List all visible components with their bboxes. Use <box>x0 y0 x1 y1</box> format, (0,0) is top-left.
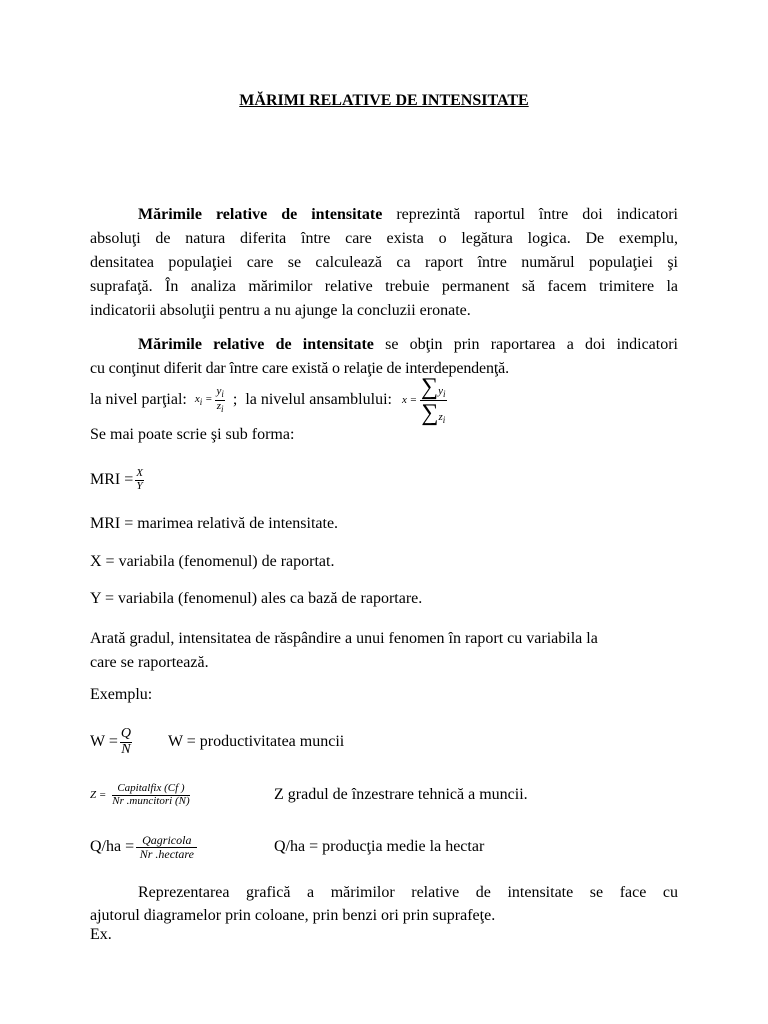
definition-mri: MRI = marimea relativă de intensitate. <box>90 515 339 532</box>
paragraph-line: densitatea populaţiei care se calculează ca raport între numărul populaţiei şi <box>90 254 678 271</box>
formula-w-description: W = productivitatea muncii <box>167 733 345 750</box>
definition-y: Y = variabila (fenomenul) ales ca bază de raportare. <box>90 590 423 607</box>
sigma-icon: ∑ <box>421 399 439 426</box>
paragraph-line: cu conţinut diferit dar între care există o relaţie de interdependenţă. <box>90 360 509 377</box>
formula-qha <box>90 827 485 867</box>
paragraph-line <box>90 333 678 357</box>
text-run: se obţin prin raportarea a doi indicatori <box>373 336 678 353</box>
formula-qha-description: Q/ha = producţia medie la hectar <box>274 838 485 855</box>
formula-ansamblu-fraction: $\frac{\sum y_i}{\sum z_i}$ <box>421 373 446 426</box>
formula-w-lhs: W = <box>90 733 118 750</box>
text-run: reprezintă raportul între doi indicatori <box>382 206 678 223</box>
formula-mri-lhs: MRI = <box>90 471 134 488</box>
formula-w <box>90 722 344 762</box>
paragraph-intro <box>90 203 678 323</box>
formula-ansamblu-lhs: x = <box>401 394 418 406</box>
paragraph-arata <box>90 627 598 675</box>
page-title: MĂRIMI RELATIVE DE INTENSITATE <box>239 92 529 109</box>
formula-partial-lhs: $x_i$ = <box>194 392 213 408</box>
paragraph-line: indicatorii absoluţii pentru a nu ajunge la concluzii eronate. <box>90 302 471 319</box>
paragraph-line: Arată gradul, intensitatea de răspândire a unui fenomen în raport cu variabila la <box>90 630 598 647</box>
bold-term: Mărimile relative de intensitate <box>138 206 383 223</box>
formula-qha-lhs: Q/ha = <box>90 838 135 855</box>
formula-w-fraction: $\frac{Q}{N}$ <box>120 725 131 757</box>
paragraph-graphic <box>90 881 678 927</box>
paragraph-line: care se raportează. <box>90 654 209 671</box>
formula-label-ansamblu: la nivelul ansamblului: <box>245 391 392 408</box>
bold-term: Mărimile relative de intensitate <box>138 336 374 353</box>
formula-z-fraction: $\frac{\text{Capitalfix (Cf )}}{\text{Nr .muncitori (N)}}$ <box>112 781 190 807</box>
paragraph-line: Reprezentarea grafică a mărimilor relative de intensitate se face cu <box>138 884 678 901</box>
formula-z-lhs: Z = <box>90 789 107 801</box>
definition-x: X = variabila (fenomenul) de raportat. <box>90 553 335 570</box>
paragraph-line: suprafaţă. În analiza mărimilor relative trebuie permanent să facem trimitere la <box>90 278 678 295</box>
formula-partial-fraction: $\frac{y_i}{z_i}$ <box>216 384 224 414</box>
formula-z <box>90 775 528 815</box>
sigma-icon: ∑ <box>421 373 439 400</box>
formula-mri <box>90 462 144 498</box>
formula-z-description: Z gradul de înzestrare tehnică a muncii. <box>274 786 528 803</box>
paragraph-line: ajutorul diagramelor prin coloane, prin benzi ori prin suprafeţe. <box>90 907 496 924</box>
example-heading: Exemplu: <box>90 686 153 703</box>
formula-separator: ; <box>232 391 238 408</box>
formula-mri-fraction: $\frac{X}{Y}$ <box>136 466 143 492</box>
text-alt-form: Se mai poate scrie şi sub forma: <box>90 426 295 443</box>
paragraph-line <box>90 203 678 227</box>
formula-row-partial <box>90 373 447 426</box>
paragraph-line: absoluţi de natura diferita între care exista o legătura logica. De exemplu, <box>90 230 678 247</box>
formula-label-partial: la nivel parţial: <box>90 391 187 408</box>
formula-qha-fraction: $\frac{\text{Qagricola}}{\text{Nr .hectare}}$ <box>136 834 197 860</box>
example-short: Ex. <box>90 926 112 943</box>
paragraph-definition <box>90 333 678 381</box>
